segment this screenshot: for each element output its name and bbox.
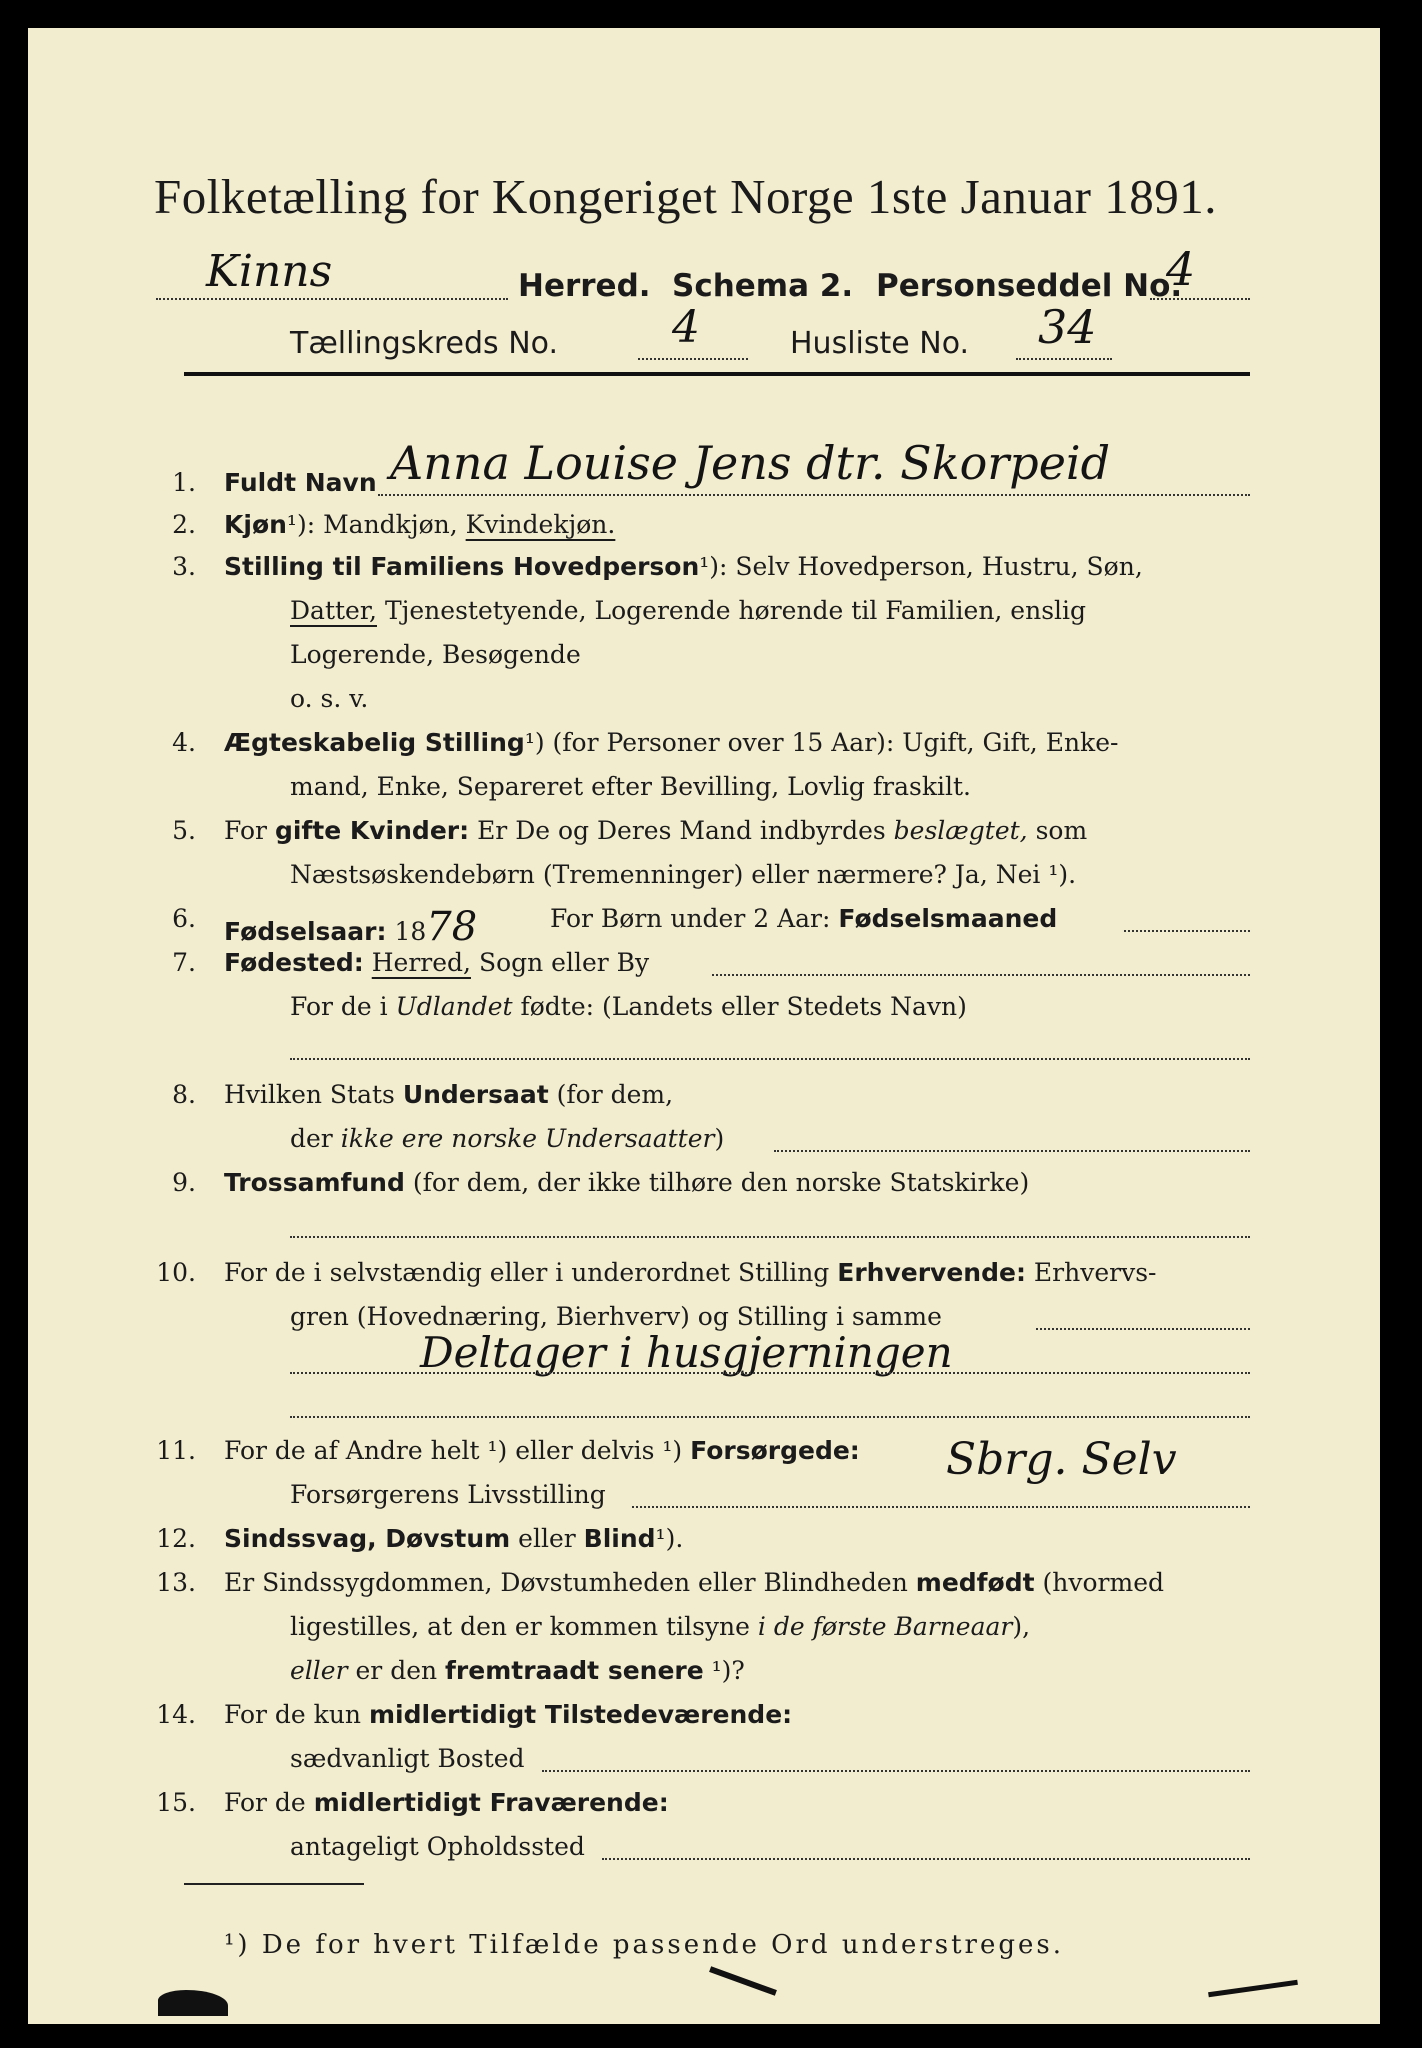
residence-dots xyxy=(542,1770,1250,1772)
field-text: Næstsøskendebørn (Tremenninger) eller nærmere? Ja, Nei ¹). xyxy=(290,860,1077,889)
field-text: ¹): Selv Hovedperson, Hustru, Søn, xyxy=(699,552,1143,581)
field-text: (hvormed xyxy=(1042,1568,1165,1597)
census-form xyxy=(28,28,1380,2024)
item-line xyxy=(224,816,1087,845)
item-number: 7. xyxy=(172,948,196,977)
field-label: Blind xyxy=(583,1524,656,1553)
item-line xyxy=(550,904,1057,933)
item-number: 15. xyxy=(156,1788,196,1817)
herred-value: Kinns xyxy=(206,246,333,297)
footnote-separator xyxy=(184,1883,364,1885)
item-line xyxy=(290,1612,1030,1641)
field-label: Undersaat xyxy=(402,1080,549,1109)
item-line xyxy=(290,1656,745,1685)
husliste-dots xyxy=(1016,358,1112,360)
field-label: fremtraadt senere xyxy=(445,1656,704,1685)
field-text: (for dem, xyxy=(556,1080,674,1109)
item-line xyxy=(224,948,649,977)
citizenship-dots xyxy=(774,1150,1250,1152)
herred-label: Herred. xyxy=(518,268,651,304)
ink-smudge xyxy=(158,1990,228,2016)
personseddel-dots xyxy=(1150,298,1250,300)
foreign-birthplace-dots xyxy=(290,1058,1250,1060)
field-text: eller xyxy=(518,1524,576,1553)
ink-smudge xyxy=(709,1966,777,1996)
item-number: 6. xyxy=(172,904,196,933)
field-text: gren (Hovednæring, Bierhverv) og Stilling i samme xyxy=(290,1302,942,1331)
birthplace-dots xyxy=(712,974,1250,976)
husliste-label: Husliste No. xyxy=(790,326,970,361)
item-line xyxy=(224,1700,792,1729)
field-text: Hvilken Stats xyxy=(224,1080,395,1109)
birth-year-value: 78 xyxy=(426,904,478,950)
krets-dots xyxy=(638,358,748,360)
selected-option: Herred, xyxy=(371,948,471,977)
field-label: Stilling til Familiens Hovedperson xyxy=(224,552,700,581)
item-line xyxy=(290,1124,724,1153)
field-text: ), xyxy=(1012,1612,1031,1641)
item-number: 5. xyxy=(172,816,196,845)
field-text: Er Sindssygdommen, Døvstumheden eller Blindheden xyxy=(224,1568,908,1597)
field-text: mand, Enke, Separeret efter Bevilling, Lovlig fraskilt. xyxy=(290,772,971,801)
name-value: Anna Louise Jens dtr. Skorpeid xyxy=(390,436,1111,490)
provider-dots xyxy=(632,1506,1250,1508)
field-text: For de xyxy=(224,1788,306,1817)
item-line xyxy=(224,1568,1164,1597)
selected-option: Datter, xyxy=(290,596,377,625)
field-text: som xyxy=(1035,816,1088,845)
occupation-dots xyxy=(1036,1328,1250,1330)
field-text-italic: eller xyxy=(290,1656,348,1685)
occupation-dots-2 xyxy=(290,1372,1250,1374)
field-label: Ægteskabelig Stilling xyxy=(224,728,525,757)
item-number: 1. xyxy=(172,468,196,497)
item-line xyxy=(224,510,615,539)
item-line xyxy=(290,992,967,1021)
field-label: Fødselsaar: xyxy=(224,917,387,946)
field-text: er den xyxy=(355,1656,438,1685)
whereabouts-dots xyxy=(602,1858,1250,1860)
occupation-value: Deltager i husgjerningen xyxy=(420,1328,953,1377)
field-text: For Børn under 2 Aar: xyxy=(550,904,831,933)
selected-option: Kvindekjøn. xyxy=(465,510,616,539)
item-line xyxy=(224,1258,1156,1287)
field-label: Fødested: xyxy=(224,948,364,977)
field-text: o. s. v. xyxy=(290,684,369,713)
field-text: For de i xyxy=(290,992,388,1021)
form-title: Folketælling for Kongeriget Norge 1ste Januar 1891. xyxy=(154,169,1217,224)
field-text: Forsørgerens Livsstilling xyxy=(290,1480,606,1509)
item-line xyxy=(290,596,1086,625)
field-text-italic: ikke ere norske Undersaatter xyxy=(340,1124,715,1153)
item-line xyxy=(224,1436,860,1465)
field-text: Erhvervs- xyxy=(1033,1258,1157,1287)
item-line xyxy=(224,1524,683,1553)
item-number: 4. xyxy=(172,728,196,757)
personseddel-label: Personseddel No. xyxy=(876,268,1183,304)
field-label: Erhvervende: xyxy=(837,1258,1026,1287)
name-dots xyxy=(378,494,1250,496)
field-text: antageligt Opholdssted xyxy=(290,1832,585,1861)
provider-value: Sbrg. Selv xyxy=(946,1434,1177,1485)
personseddel-value: 4 xyxy=(1166,242,1196,296)
field-label: medfødt xyxy=(915,1568,1035,1597)
item-line xyxy=(224,1080,673,1109)
field-text: For xyxy=(224,816,267,845)
item-number: 13. xyxy=(156,1568,196,1597)
item-number: 14. xyxy=(156,1700,196,1729)
field-text: der xyxy=(290,1124,333,1153)
field-label: midlertidigt Fraværende: xyxy=(313,1788,669,1817)
item-number: 9. xyxy=(172,1168,196,1197)
item-number: 10. xyxy=(156,1258,196,1287)
husliste-value: 34 xyxy=(1038,300,1097,354)
religion-dots xyxy=(290,1236,1250,1238)
field-text-italic: beslægtet, xyxy=(893,816,1028,845)
item-number: 12. xyxy=(156,1524,196,1553)
field-label: Kjøn xyxy=(224,510,287,539)
field-text: ¹)? xyxy=(711,1656,745,1685)
footnote: ¹) De for hvert Tilfælde passende Ord understreges. xyxy=(224,1930,1065,1960)
item-line xyxy=(224,904,477,950)
birth-month-dots xyxy=(1124,930,1250,932)
field-text: ) xyxy=(714,1124,725,1153)
item-line xyxy=(224,1168,1029,1197)
field-text: sædvanligt Bosted xyxy=(290,1744,525,1773)
field-text: For de kun xyxy=(224,1700,362,1729)
field-text: ligestilles, at den er kommen tilsyne xyxy=(290,1612,750,1641)
occupation-dots-3 xyxy=(290,1416,1250,1418)
item-number: 11. xyxy=(156,1436,196,1465)
schema-label: Schema 2. xyxy=(672,268,854,304)
field-label: midlertidigt Tilstedeværende: xyxy=(368,1700,793,1729)
field-text: (for dem, der ikke tilhøre den norske Statskirke) xyxy=(412,1168,1030,1197)
field-text: fødte: (Landets eller Stedets Navn) xyxy=(520,992,967,1021)
krets-value: 4 xyxy=(672,302,700,353)
field-text-italic: i de første Barneaar xyxy=(757,1612,1013,1641)
krets-label: Tællingskreds No. xyxy=(290,326,558,361)
field-text: For de i selvstændig eller i underordnet Stilling xyxy=(224,1258,830,1287)
field-text: Tjenestetyende, Logerende hørende til Familien, enslig xyxy=(384,596,1087,625)
field-text-italic: Udlandet xyxy=(395,992,513,1021)
item-line xyxy=(224,728,1118,757)
field-label: Sindssvag, Døvstum xyxy=(224,1524,511,1553)
item-number: 3. xyxy=(172,552,196,581)
field-label: gifte Kvinder: xyxy=(274,816,470,845)
field-text: For de af Andre helt ¹) eller delvis ¹) xyxy=(224,1436,683,1465)
ink-smudge xyxy=(1208,1980,1298,1997)
field-text: ¹). xyxy=(655,1524,684,1553)
herred-dots xyxy=(156,298,508,300)
field-text: Sogn eller By xyxy=(478,948,650,977)
item-number: 2. xyxy=(172,510,196,539)
printed-year-prefix: 18 xyxy=(394,917,427,946)
header-rule xyxy=(184,372,1250,376)
field-text: ¹): Mandkjøn, xyxy=(286,510,458,539)
field-text: Er De og Deres Mand indbyrdes xyxy=(477,816,886,845)
field-label: Fuldt Navn xyxy=(224,468,377,497)
item-line xyxy=(224,1788,669,1817)
field-text: Logerende, Besøgende xyxy=(290,640,581,669)
item-number: 8. xyxy=(172,1080,196,1109)
item-line xyxy=(224,552,1143,581)
field-label: Trossamfund xyxy=(224,1168,405,1197)
field-label: Fødselsmaaned xyxy=(838,904,1058,933)
field-text: ¹) (for Personer over 15 Aar): Ugift, Gift, Enke- xyxy=(524,728,1119,757)
field-label: Forsørgede: xyxy=(690,1436,860,1465)
